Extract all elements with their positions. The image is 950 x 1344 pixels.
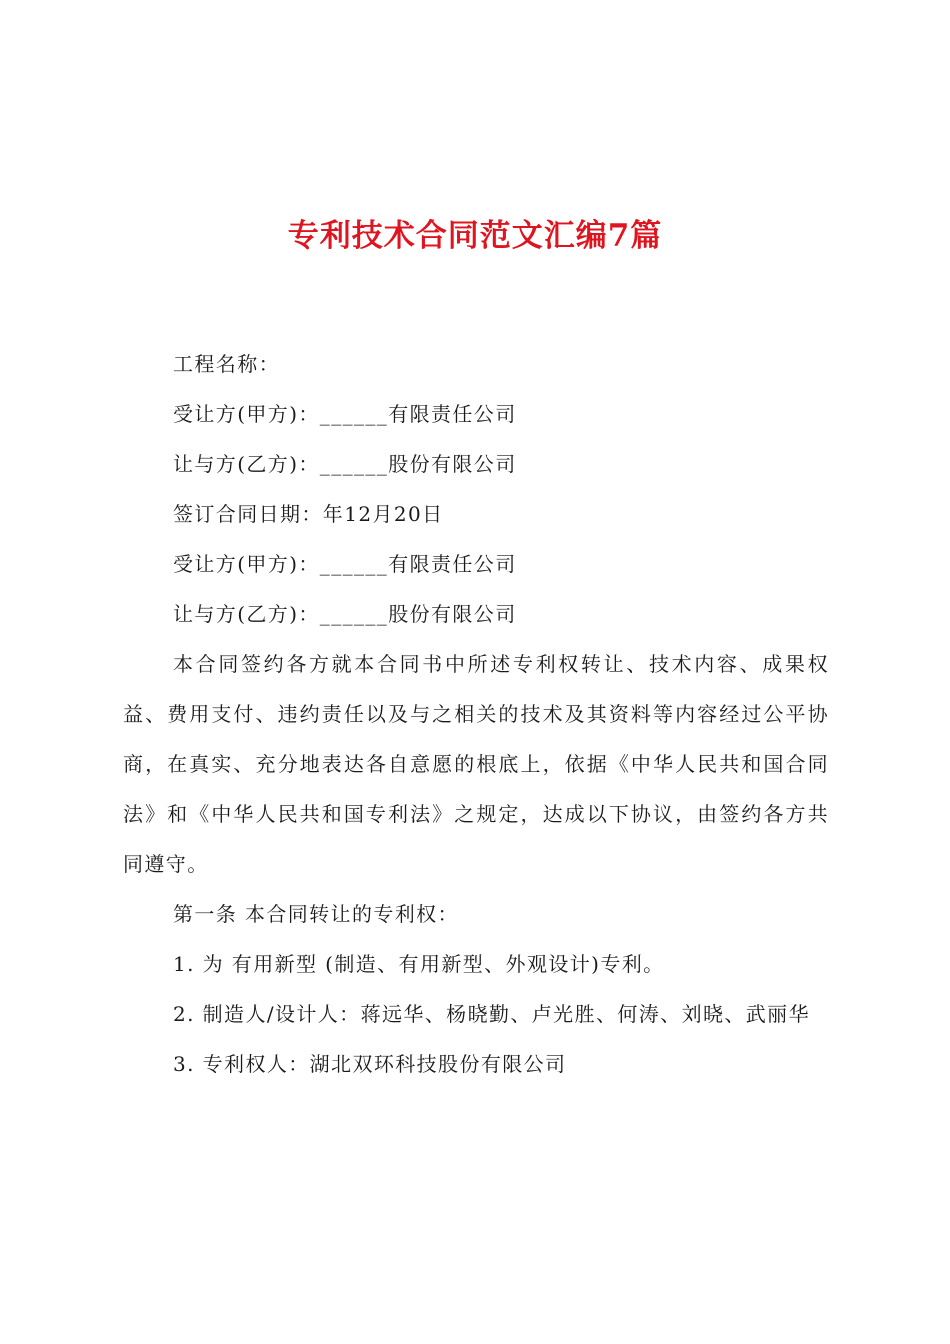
- article-one-heading: 第一条 本合同转让的专利权：: [173, 902, 459, 926]
- article-item-2: 2. 制造人/设计人：蒋远华、杨晓勤、卢光胜、何涛、刘晓、武丽华: [173, 1002, 810, 1026]
- article-item-3: 3. 专利权人：湖北双环科技股份有限公司: [173, 1052, 567, 1076]
- assignor-line: 让与方(乙方)：______股份有限公司: [173, 452, 517, 476]
- assignee-line: 受让方(甲方)：______有限责任公司: [173, 402, 517, 426]
- project-name-line: 工程名称：: [173, 352, 280, 376]
- preamble-paragraph: 本合同签约各方就本合同书中所述专利权转让、技术内容、成果权益、费用支付、违约责任以及与之相关的技术及其资料等内容经过公平协商，在真实、充分地表达各自意愿的根底上，依据《中华人民共和国合同法》和《中华人民共和国专利法》之规定，达成以下协议，由签约各方共同遵守。: [123, 652, 829, 876]
- article-item-1: 1. 为 有用新型 (制造、有用新型、外观设计)专利。: [173, 952, 665, 976]
- assignor-line-repeat: 让与方(乙方)：______股份有限公司: [173, 602, 517, 626]
- assignee-line-repeat: 受让方(甲方)：______有限责任公司: [173, 552, 517, 576]
- document-title: 专利技术合同范文汇编7篇: [287, 218, 663, 254]
- signing-date-line: 签订合同日期：年12月20日: [173, 502, 444, 526]
- document-body: [123, 339, 829, 1089]
